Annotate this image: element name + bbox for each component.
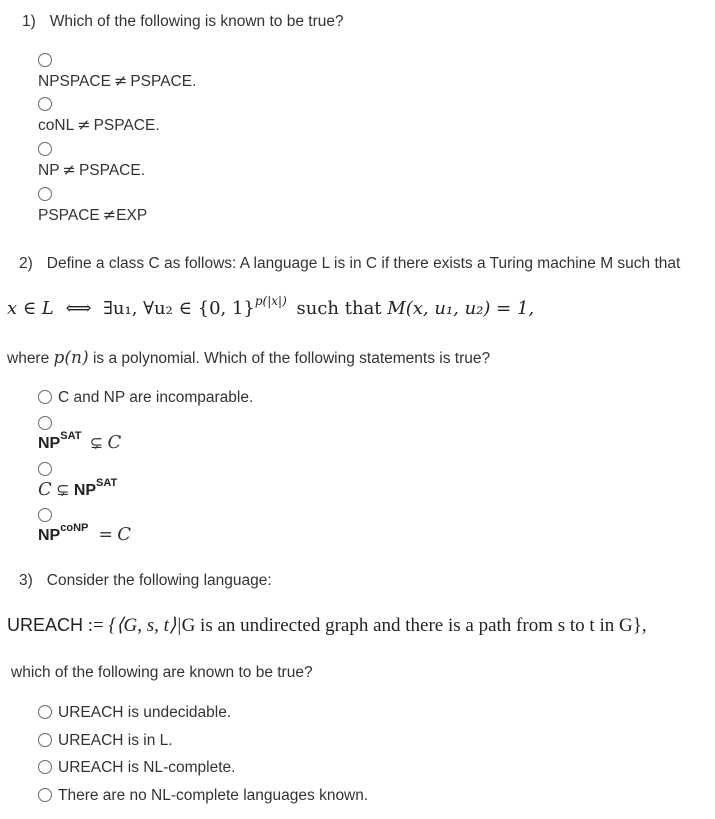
q3-option-2-radio[interactable] bbox=[38, 733, 52, 747]
q2-where-suffix: is a polynomial. Which of the following statements is true? bbox=[92, 350, 491, 367]
q2-option-b-sup: SAT bbox=[60, 430, 82, 442]
question-1-text: Which of the following is known to be true? bbox=[49, 13, 344, 30]
q2-option-d-label[interactable] bbox=[38, 524, 131, 545]
q1-option-4-op: ≠ bbox=[102, 205, 117, 224]
q2-option-b-c: C bbox=[107, 432, 122, 453]
q2-formula-exponent: p(|x|) bbox=[254, 294, 287, 308]
q2-formula-such-that: such that bbox=[296, 298, 382, 319]
question-2-number: 2) bbox=[19, 255, 33, 272]
q2-option-c-radio[interactable] bbox=[38, 462, 52, 476]
q3-def-set-open: {⟨G, s, t⟩| bbox=[108, 615, 182, 636]
q3-def-body: G is an undirected graph and there is a path from s to t in G bbox=[181, 615, 633, 636]
q2-option-a-label[interactable]: C and NP are incomparable. bbox=[58, 389, 254, 406]
q2-option-d-c: C bbox=[117, 524, 132, 545]
q2-option-c-label[interactable] bbox=[38, 479, 117, 500]
q2-formula-quantifiers: ∃u₁, ∀u₂ ∈ {0, 1} bbox=[103, 298, 255, 319]
q2-formula-iff: ⟺ bbox=[65, 298, 92, 319]
q2-formula-x-in-l: x ∈ L bbox=[7, 298, 54, 319]
q1-option-3-radio[interactable] bbox=[38, 142, 52, 156]
q2-option-a-radio[interactable] bbox=[38, 390, 52, 404]
q2-option-c-np: NP bbox=[73, 482, 97, 499]
question-3-number: 3) bbox=[19, 572, 33, 589]
q1-option-2-right: PSPACE. bbox=[93, 117, 160, 134]
q2-where-prefix: where bbox=[7, 350, 50, 367]
q3-option-2-label[interactable]: UREACH is in L. bbox=[58, 732, 173, 749]
q1-option-1-op: ≠ bbox=[113, 71, 128, 90]
q3-option-1-label[interactable]: UREACH is undecidable. bbox=[58, 704, 232, 721]
q2-option-d-np: NP bbox=[38, 527, 61, 544]
question-1-number: 1) bbox=[22, 13, 36, 30]
q2-option-c-c: C bbox=[38, 479, 52, 500]
q1-option-1-right: PSPACE. bbox=[130, 73, 197, 90]
q1-option-1-left: NPSPACE bbox=[38, 73, 111, 90]
question-3-text: Consider the following language: bbox=[46, 572, 272, 589]
q1-option-1-label[interactable] bbox=[38, 71, 196, 91]
q1-option-3-label[interactable] bbox=[38, 160, 145, 180]
q3-option-3-label[interactable]: UREACH is NL-complete. bbox=[58, 759, 236, 776]
question-1-heading bbox=[22, 13, 344, 31]
q2-option-b-radio[interactable] bbox=[38, 416, 52, 430]
q3-def-name: UREACH bbox=[7, 615, 84, 635]
q2-option-d-radio[interactable] bbox=[38, 508, 52, 522]
question-2-text: Define a class C as follows: A language L is in C if there exists a Turing machine M such that bbox=[46, 255, 681, 272]
q2-option-b-op: ⊊ bbox=[89, 433, 104, 452]
q2-formula-machine: M(x, u₁, u₂) = 1, bbox=[387, 298, 535, 319]
q3-option-1-radio[interactable] bbox=[38, 705, 52, 719]
q1-option-4-left: PSPACE bbox=[38, 207, 100, 224]
q1-option-3-op: ≠ bbox=[62, 160, 76, 179]
q2-option-b-label[interactable] bbox=[38, 432, 121, 453]
q1-option-4-right: EXP bbox=[116, 207, 148, 224]
q3-option-4-label[interactable]: There are no NL-complete languages known. bbox=[58, 787, 369, 804]
q1-option-2-left: coNL bbox=[38, 117, 75, 134]
q1-option-3-right: PSPACE. bbox=[78, 162, 145, 179]
q1-option-2-op: ≠ bbox=[77, 115, 91, 134]
q3-def-assign: := bbox=[87, 615, 104, 636]
q3-definition bbox=[7, 614, 647, 637]
q3-option-4-radio[interactable] bbox=[38, 788, 52, 802]
q3-followup: which of the following are known to be true? bbox=[11, 664, 313, 681]
q1-option-1-radio[interactable] bbox=[38, 53, 52, 67]
q2-option-c-sup: SAT bbox=[96, 477, 118, 489]
q3-option-3-radio[interactable] bbox=[38, 760, 52, 774]
q2-option-b-np: NP bbox=[38, 435, 61, 452]
question-3-heading bbox=[19, 572, 272, 590]
q2-option-d-op: = bbox=[98, 525, 113, 545]
q3-def-set-close: }, bbox=[632, 615, 647, 636]
q1-option-3-left: NP bbox=[38, 162, 60, 179]
q2-where-line bbox=[7, 348, 490, 368]
q2-option-c-op: ⊊ bbox=[56, 480, 70, 499]
q1-option-2-radio[interactable] bbox=[38, 97, 52, 111]
q1-option-4-radio[interactable] bbox=[38, 187, 52, 201]
q1-option-4-label[interactable] bbox=[38, 205, 147, 225]
q2-where-math: p(n) bbox=[53, 348, 89, 368]
q1-option-2-label[interactable] bbox=[38, 115, 160, 135]
question-2-heading bbox=[19, 255, 680, 273]
q2-formula bbox=[7, 294, 535, 319]
q2-option-d-sup: coNP bbox=[60, 522, 89, 534]
